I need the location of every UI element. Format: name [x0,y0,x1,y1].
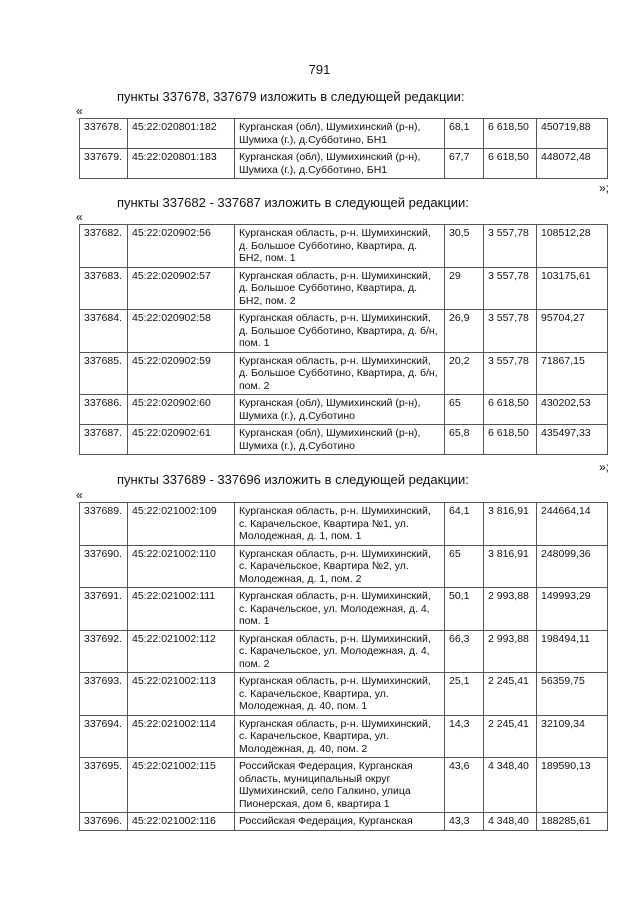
cadastral-number-cell: 45:22:021002:109 [128,503,235,546]
area-cell: 66,3 [445,630,484,673]
address-cell: Курганская область, р-н. Шумихинский, с. Карачельское, Квартира №1, ул. Молодежная, д. 1, пом. 1 [235,503,445,546]
item-number-cell: 337691. [80,588,128,631]
area-cell: 14,3 [445,715,484,758]
area-cell: 25,1 [445,673,484,716]
address-cell: Курганская область, р-н. Шумихинский, с. Карачельское, Квартира, ул. Молодежная, д. 40, пом. 1 [235,673,445,716]
address-cell: Российская Федерация, Курганская область, муниципальный округ Шумихинский, село Галкино, улица Пионерская, дом 6, квартира 1 [235,758,445,813]
cadastral-number-cell: 45:22:021002:114 [128,715,235,758]
cadastral-number-cell: 45:22:020902:56 [128,225,235,268]
value-cell: 32109,34 [537,715,608,758]
rate-cell: 6 618,50 [484,119,537,149]
closing-quote: »; [598,460,609,474]
rate-cell: 3 557,78 [484,352,537,395]
value-cell: 95704,27 [537,310,608,353]
cadastral-number-cell: 45:22:021002:111 [128,588,235,631]
table-row [80,267,608,310]
area-cell: 50,1 [445,588,484,631]
property-table [79,118,608,179]
address-cell: Курганская (обл), Шумихинский (р-н), Шумиха (г.), д.Субботино, БН1 [235,149,445,179]
rate-cell: 4 348,40 [484,758,537,813]
value-cell: 108512,28 [537,225,608,268]
rate-cell: 3 557,78 [484,267,537,310]
property-table [79,224,608,455]
address-cell: Курганская область, р-н. Шумихинский, д. Большое Субботино, Квартира, д. БН2, пом. 2 [235,267,445,310]
value-cell: 448072,48 [537,149,608,179]
address-cell: Курганская область, р-н. Шумихинский, д. Большое Субботино, Квартира, д. БН2, пом. 1 [235,225,445,268]
table-row [80,673,608,716]
item-number-cell: 337692. [80,630,128,673]
table-row [80,119,608,149]
table-row [80,225,608,268]
item-number-cell: 337687. [80,425,128,455]
area-cell: 68,1 [445,119,484,149]
cadastral-number-cell: 45:22:020801:183 [128,149,235,179]
value-cell: 244664,14 [537,503,608,546]
cadastral-number-cell: 45:22:020902:61 [128,425,235,455]
rate-cell: 4 348,40 [484,813,537,831]
value-cell: 435497,33 [537,425,608,455]
table-row [80,715,608,758]
item-number-cell: 337690. [80,545,128,588]
table-row [80,310,608,353]
rate-cell: 6 618,50 [484,425,537,455]
area-cell: 65,8 [445,425,484,455]
item-number-cell: 337689. [80,503,128,546]
value-cell: 71867,15 [537,352,608,395]
address-cell: Курганская (обл), Шумихинский (р-н), Шумиха (г.), д.Суботино [235,395,445,425]
area-cell: 43,6 [445,758,484,813]
address-cell: Курганская (обл), Шумихинский (р-н), Шумиха (г.), д.Субботино, БН1 [235,119,445,149]
cadastral-number-cell: 45:22:021002:110 [128,545,235,588]
table-row [80,395,608,425]
item-number-cell: 337685. [80,352,128,395]
address-cell: Курганская область, р-н. Шумихинский, д. Большое Субботино, Квартира, д. б/н, пом. 1 [235,310,445,353]
value-cell: 103175,61 [537,267,608,310]
item-number-cell: 337679. [80,149,128,179]
table-row [80,758,608,813]
area-cell: 29 [445,267,484,310]
rate-cell: 3 557,78 [484,225,537,268]
table-row [80,352,608,395]
address-cell: Российская Федерация, Курганская [235,813,445,831]
cadastral-number-cell: 45:22:020902:58 [128,310,235,353]
area-cell: 26,9 [445,310,484,353]
page-number: 791 [308,62,331,77]
address-cell: Курганская область, р-н. Шумихинский, с. Карачельское, ул. Молодежная, д. 4, пом. 2 [235,630,445,673]
rate-cell: 2 245,41 [484,673,537,716]
address-cell: Курганская область, р-н. Шумихинский, с. Карачельское, ул. Молодежная, д. 4, пом. 1 [235,588,445,631]
rate-cell: 6 618,50 [484,149,537,179]
value-cell: 56359,75 [537,673,608,716]
area-cell: 30,5 [445,225,484,268]
value-cell: 248099,36 [537,545,608,588]
item-number-cell: 337696. [80,813,128,831]
rate-cell: 2 245,41 [484,715,537,758]
table-row [80,545,608,588]
value-cell: 149993,29 [537,588,608,631]
item-number-cell: 337678. [80,119,128,149]
rate-cell: 6 618,50 [484,395,537,425]
value-cell: 430202,53 [537,395,608,425]
rate-cell: 3 557,78 [484,310,537,353]
rate-cell: 2 993,88 [484,630,537,673]
value-cell: 450719,88 [537,119,608,149]
rate-cell: 2 993,88 [484,588,537,631]
value-cell: 188285,61 [537,813,608,831]
cadastral-number-cell: 45:22:020902:59 [128,352,235,395]
address-cell: Курганская (обл), Шумихинский (р-н), Шумиха (г.), д.Суботино [235,425,445,455]
cadastral-number-cell: 45:22:021002:113 [128,673,235,716]
closing-quote: »; [598,181,609,195]
area-cell: 43,3 [445,813,484,831]
item-number-cell: 337693. [80,673,128,716]
item-number-cell: 337694. [80,715,128,758]
table-row [80,503,608,546]
cadastral-number-cell: 45:22:021002:116 [128,813,235,831]
item-number-cell: 337682. [80,225,128,268]
area-cell: 20,2 [445,352,484,395]
property-table [79,502,608,831]
opening-quote: « [76,104,83,118]
rate-cell: 3 816,91 [484,545,537,588]
amendment-heading: пункты 337682 - 337687 изложить в следующей редакции: [117,195,469,210]
rate-cell: 3 816,91 [484,503,537,546]
area-cell: 65 [445,545,484,588]
item-number-cell: 337695. [80,758,128,813]
cadastral-number-cell: 45:22:020801:182 [128,119,235,149]
amendment-heading: пункты 337689 - 337696 изложить в следующей редакции: [117,472,469,487]
table-row [80,425,608,455]
area-cell: 67,7 [445,149,484,179]
area-cell: 64,1 [445,503,484,546]
item-number-cell: 337683. [80,267,128,310]
opening-quote: « [76,210,83,224]
area-cell: 65 [445,395,484,425]
cadastral-number-cell: 45:22:020902:60 [128,395,235,425]
address-cell: Курганская область, р-н. Шумихинский, с. Карачельское, Квартира, ул. Молодежная, д. 40, пом. 2 [235,715,445,758]
value-cell: 198494,11 [537,630,608,673]
item-number-cell: 337684. [80,310,128,353]
table-row [80,149,608,179]
table-row [80,588,608,631]
address-cell: Курганская область, р-н. Шумихинский, д. Большое Субботино, Квартира, д. б/н, пом. 2 [235,352,445,395]
cadastral-number-cell: 45:22:020902:57 [128,267,235,310]
table-row [80,813,608,831]
cadastral-number-cell: 45:22:021002:115 [128,758,235,813]
item-number-cell: 337686. [80,395,128,425]
opening-quote: « [76,488,83,502]
amendment-heading: пункты 337678, 337679 изложить в следующей редакции: [117,89,465,104]
value-cell: 189590,13 [537,758,608,813]
table-row [80,630,608,673]
address-cell: Курганская область, р-н. Шумихинский, с. Карачельское, Квартира №2, ул. Молодежная, д. 1, пом. 2 [235,545,445,588]
cadastral-number-cell: 45:22:021002:112 [128,630,235,673]
